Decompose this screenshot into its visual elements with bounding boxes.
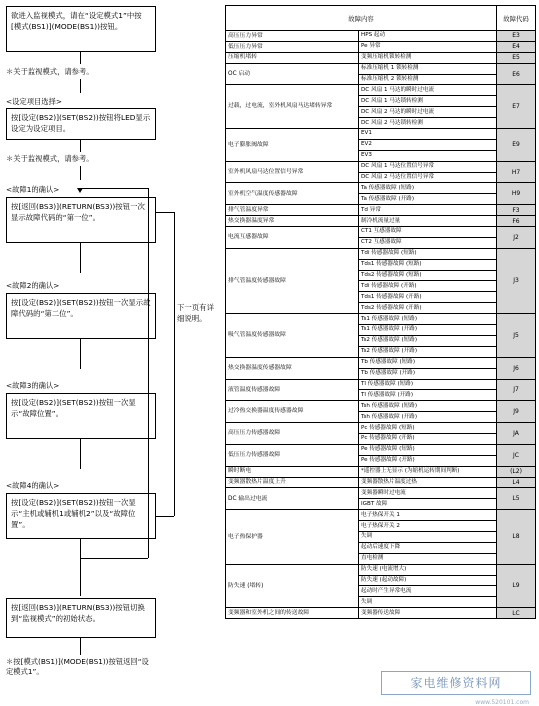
fault-name-cell: 电流互感器故障 — [226, 227, 359, 249]
fault-detail-cell: 电子热保开关 1 — [359, 510, 497, 521]
fault-detail-cell: Tl 传感器故障 (开路) — [359, 390, 497, 401]
fault-detail-cell: Tl 传感器故障 (短路) — [359, 379, 497, 390]
fault-name-cell: OC 启动 — [226, 63, 359, 85]
fault-code-cell: L9 — [497, 564, 536, 608]
fault-detail-cell: EV3 — [359, 150, 497, 161]
table-row — [226, 31, 536, 42]
step-select-setup-item — [6, 108, 156, 140]
step-fault3 — [6, 393, 156, 439]
fault-name-cell: 室外机风扇马达位置信号异常 — [226, 161, 359, 183]
step-text: 按[设定(BS2)](SET(BS2))按钮一次显示“主机或辅机1或辅机2”以及“故障位置”。 — [11, 498, 136, 529]
step-fault4 — [6, 493, 156, 539]
fault-detail-cell: Tsh 传感器故障 (开路) — [359, 412, 497, 423]
side-note-detail: 下一页有详细说明。 — [177, 303, 214, 323]
loop-line — [148, 188, 149, 558]
fault-detail-cell: Pc 传感器故障 (短路) — [359, 423, 497, 434]
fault-detail-cell: 标准压缩机 1 锁转检测 — [359, 63, 497, 74]
fault-name-cell: 液管温度传感器故障 — [226, 379, 359, 401]
flow-connector — [80, 539, 81, 596]
table-row — [226, 477, 536, 488]
loop-line — [80, 188, 148, 189]
flow-connector — [80, 79, 81, 93]
table-row — [226, 314, 536, 325]
fault-name-cell: 吸气管温度传感器故障 — [226, 314, 359, 358]
fault-detail-cell: 标准压缩机 2 锁转检测 — [359, 74, 497, 85]
fault-detail-cell: 直电检测 — [359, 553, 497, 564]
fault-code-cell: J6 — [497, 357, 536, 379]
fault-name-cell: 变频器和室外机之间的传送故障 — [226, 608, 359, 619]
fault-code-table — [225, 5, 536, 619]
table-row — [226, 510, 536, 521]
label-fault3: <故障3的确认> — [6, 381, 60, 390]
fault-detail-cell: DC 风扇 1 马达位置信号异常 — [359, 161, 497, 172]
fault-detail-cell: 失调 — [359, 597, 497, 608]
header-fault-code: 故障代码 — [497, 6, 536, 31]
bracket-line — [174, 212, 175, 516]
fault-name-cell: 电子热保护器 — [226, 510, 359, 564]
flow-connector — [80, 439, 81, 469]
flow-connector — [80, 52, 81, 64]
fault-detail-cell: 起动时产生异常电流 — [359, 586, 497, 597]
fault-detail-cell: HPS 起动 — [359, 31, 497, 42]
fault-detail-cell: Pe 传感器故障 (开路) — [359, 455, 497, 466]
fault-detail-cell: Tdi 传感器故障 (开路) — [359, 281, 497, 292]
fault-name-cell: 低压压力异常 — [226, 41, 359, 52]
fault-detail-cell: 电子热保开关 2 — [359, 521, 497, 532]
step-text: 按[设定(BS2)](SET(BS2))按钮一次显示故障代码的“第二位”。 — [11, 298, 151, 318]
fault-name-cell: DC 输出过电流 — [226, 488, 359, 510]
table-row — [226, 564, 536, 575]
fault-name-cell: 压缩机堵转 — [226, 52, 359, 63]
fault-code-cell: L8 — [497, 510, 536, 564]
fault-detail-cell: Pc 传感器故障 (开路) — [359, 433, 497, 444]
fault-detail-cell: IGBT 故障 — [359, 499, 497, 510]
step-text: 按[设定(BS2)](SET(BS2))按钮将LED显示设定为设定项目。 — [11, 113, 151, 133]
fault-detail-cell: EV2 — [359, 139, 497, 150]
fault-code-cell: J5 — [497, 314, 536, 358]
fault-code-cell: F3 — [497, 205, 536, 216]
flow-connector — [80, 243, 81, 273]
fault-detail-cell: CT1 互感器故障 — [359, 227, 497, 238]
note-return-setting-mode: ＊按[模式(BS1)](MODE(BS1))按钮返回“设定模式1”。 — [6, 657, 149, 676]
fault-detail-cell: Tb 传感器故障 (短路) — [359, 357, 497, 368]
table-row — [226, 183, 536, 194]
fault-name-cell: 排气管温度异常 — [226, 205, 359, 216]
fault-name-cell: 过载，过电流，室外机风扇马达堵转异常 — [226, 85, 359, 129]
fault-detail-cell: 防失速 (起动故障) — [359, 575, 497, 586]
table-row — [226, 85, 536, 96]
fault-detail-cell: Tds1 传感器故障 (开路) — [359, 292, 497, 303]
table-row — [226, 401, 536, 412]
header-fault-content: 故障内容 — [226, 6, 497, 31]
fault-code-cell: L5 — [497, 488, 536, 510]
fault-detail-cell: 失调 — [359, 531, 497, 542]
fault-detail-cell: Pe 传感器故障 (短路) — [359, 444, 497, 455]
step-fault2 — [6, 293, 156, 339]
fault-code-cell: H7 — [497, 161, 536, 183]
fault-code-cell: J7 — [497, 379, 536, 401]
table-row — [226, 488, 536, 499]
step-text: 按[返回(BS3)](RETURN(BS3))按钮一次显示故障代码的“第一位”。 — [11, 202, 145, 222]
table-row — [226, 379, 536, 390]
fault-code-cell: J2 — [497, 227, 536, 249]
fault-detail-cell: Pe 异常 — [359, 41, 497, 52]
label-fault1: <故障1的确认> — [6, 185, 60, 194]
table-row — [226, 466, 536, 477]
bracket-line — [156, 516, 174, 517]
fault-detail-cell: 防失速 (电流增大) — [359, 564, 497, 575]
fault-name-cell: 高压压力异常 — [226, 31, 359, 42]
fault-code-cell: E9 — [497, 129, 536, 162]
fault-detail-cell: 制冷机流量过量 — [359, 216, 497, 227]
watermark-url: www.520101.com — [475, 699, 529, 706]
fault-name-cell: 变频器散热片温度上升 — [226, 477, 359, 488]
fault-name-cell: 防失速 (堵转) — [226, 564, 359, 608]
step-text: 按[返回(BS3)](RETURN(BS3))按钮切换到“监视模式”的初始状态。 — [11, 603, 145, 623]
table-row — [226, 216, 536, 227]
label-fault4: <故障4的确认> — [6, 481, 60, 490]
fault-detail-cell: DC 风扇 2 马达位置信号异常 — [359, 172, 497, 183]
label-setup-select: <设定项目选择> — [6, 97, 63, 106]
fault-code-cell: E3 — [497, 31, 536, 42]
fault-detail-cell: EV1 — [359, 129, 497, 140]
table-row — [226, 161, 536, 172]
fault-detail-cell: 起动后速度下降 — [359, 542, 497, 553]
table-row — [226, 41, 536, 52]
table-row — [226, 248, 536, 259]
fault-detail-cell: Ts2 传感器故障 (短路) — [359, 335, 497, 346]
table-row — [226, 129, 536, 140]
fault-detail-cell: 变频器瞬时过电流 — [359, 488, 497, 499]
table-row — [226, 63, 536, 74]
watermark-logo: 家电维修资料网 — [381, 671, 531, 695]
label-fault2: <故障2的确认> — [6, 281, 60, 290]
fault-detail-cell: Tb 传感器故障 (开路) — [359, 368, 497, 379]
fault-detail-cell: Ta 传感器故障 (短路) — [359, 183, 497, 194]
fault-code-cell: J9 — [497, 401, 536, 423]
table-row — [226, 444, 536, 455]
fault-detail-cell: *遥控器上无显示 (为缩机运转期间判断) — [359, 466, 497, 477]
step-text: 欲进入监视模式，请在“设定模式1”中按[模式(BS1)](MODE(BS1))按钮。 — [11, 11, 142, 31]
fault-name-cell: 高压压力传感器故障 — [226, 423, 359, 445]
fault-detail-cell: Td 异常 — [359, 205, 497, 216]
fault-code-cell: E6 — [497, 63, 536, 85]
table-row — [226, 227, 536, 238]
table-header-row — [226, 6, 536, 31]
flow-connector — [80, 339, 81, 369]
table-row — [226, 423, 536, 434]
flow-connector — [80, 638, 81, 655]
fault-name-cell: 电子膨胀阀故障 — [226, 129, 359, 162]
table-row — [226, 357, 536, 368]
step-return-monitor — [6, 598, 156, 638]
fault-detail-cell: Tsh 传感器故障 (短路) — [359, 401, 497, 412]
bracket-line — [156, 212, 174, 213]
fault-name-cell: 瞬时断电 — [226, 466, 359, 477]
fault-detail-cell: Ts1 传感器故障 (开路) — [359, 325, 497, 336]
fault-detail-cell: 变频器散热片温度过热 — [359, 477, 497, 488]
fault-code-cell: E4 — [497, 41, 536, 52]
fault-code-cell: JC — [497, 444, 536, 466]
fault-detail-cell: DC 风扇 2 马达锁转检测 — [359, 118, 497, 129]
fault-detail-cell: Ts2 传感器故障 (开路) — [359, 346, 497, 357]
table-row — [226, 205, 536, 216]
table-row — [226, 608, 536, 619]
fault-name-cell: 热交换器温度传感器故障 — [226, 357, 359, 379]
fault-name-cell: 排气管温度传感器故障 — [226, 248, 359, 313]
fault-detail-cell: Tdi 传感器故障 (短路) — [359, 248, 497, 259]
fault-detail-cell: Ta 传感器故障 (开路) — [359, 194, 497, 205]
fault-code-cell: H9 — [497, 183, 536, 205]
fault-code-cell: J3 — [497, 248, 536, 313]
flow-connector — [80, 140, 81, 152]
fault-code-cell: F6 — [497, 216, 536, 227]
fault-name-cell: 热交换器温度异常 — [226, 216, 359, 227]
fault-detail-cell: CT2 互感器故障 — [359, 237, 497, 248]
step-text: 按[设定(BS2)](SET(BS2))按钮一次显示“故障位置”。 — [11, 398, 136, 418]
fault-code-cell: E7 — [497, 85, 536, 129]
table-row — [226, 52, 536, 63]
fault-detail-cell: DC 风扇 1 马达锁转检测 — [359, 96, 497, 107]
fault-detail-cell: Tds2 传感器故障 (短路) — [359, 270, 497, 281]
note-monitor-mode: ＊关于监视模式，请参考。 — [6, 67, 94, 76]
fault-name-cell: 室外机空气温度传感器故障 — [226, 183, 359, 205]
fault-detail-cell: Tds1 传感器故障 (短路) — [359, 259, 497, 270]
fault-code-cell: JA — [497, 423, 536, 445]
note-monitor-mode-2: ＊关于监视模式，请参考。 — [6, 154, 94, 163]
fault-detail-cell: 变频器传送故障 — [359, 608, 497, 619]
loop-line — [80, 558, 148, 559]
fault-code-cell: LC — [497, 608, 536, 619]
arrow-icon — [77, 188, 83, 193]
fault-detail-cell: Tds2 传感器故障 (开路) — [359, 303, 497, 314]
fault-detail-cell: DC 风扇 2 马达的瞬时过电流 — [359, 107, 497, 118]
flow-connector — [80, 166, 81, 180]
step-fault1 — [6, 197, 156, 243]
fault-name-cell: 低压压力传感器故障 — [226, 444, 359, 466]
fault-code-cell: (L2) — [497, 466, 536, 477]
fault-name-cell: 过冷热交换器温度传感器故障 — [226, 401, 359, 423]
fault-detail-cell: 变频压缩机锁转检测 — [359, 52, 497, 63]
fault-code-cell: E5 — [497, 52, 536, 63]
fault-detail-cell: DC 风扇 1 马达的瞬时过电流 — [359, 85, 497, 96]
fault-detail-cell: Ts1 传感器故障 (短路) — [359, 314, 497, 325]
step-enter-monitor-mode — [6, 6, 156, 52]
fault-code-cell: L4 — [497, 477, 536, 488]
